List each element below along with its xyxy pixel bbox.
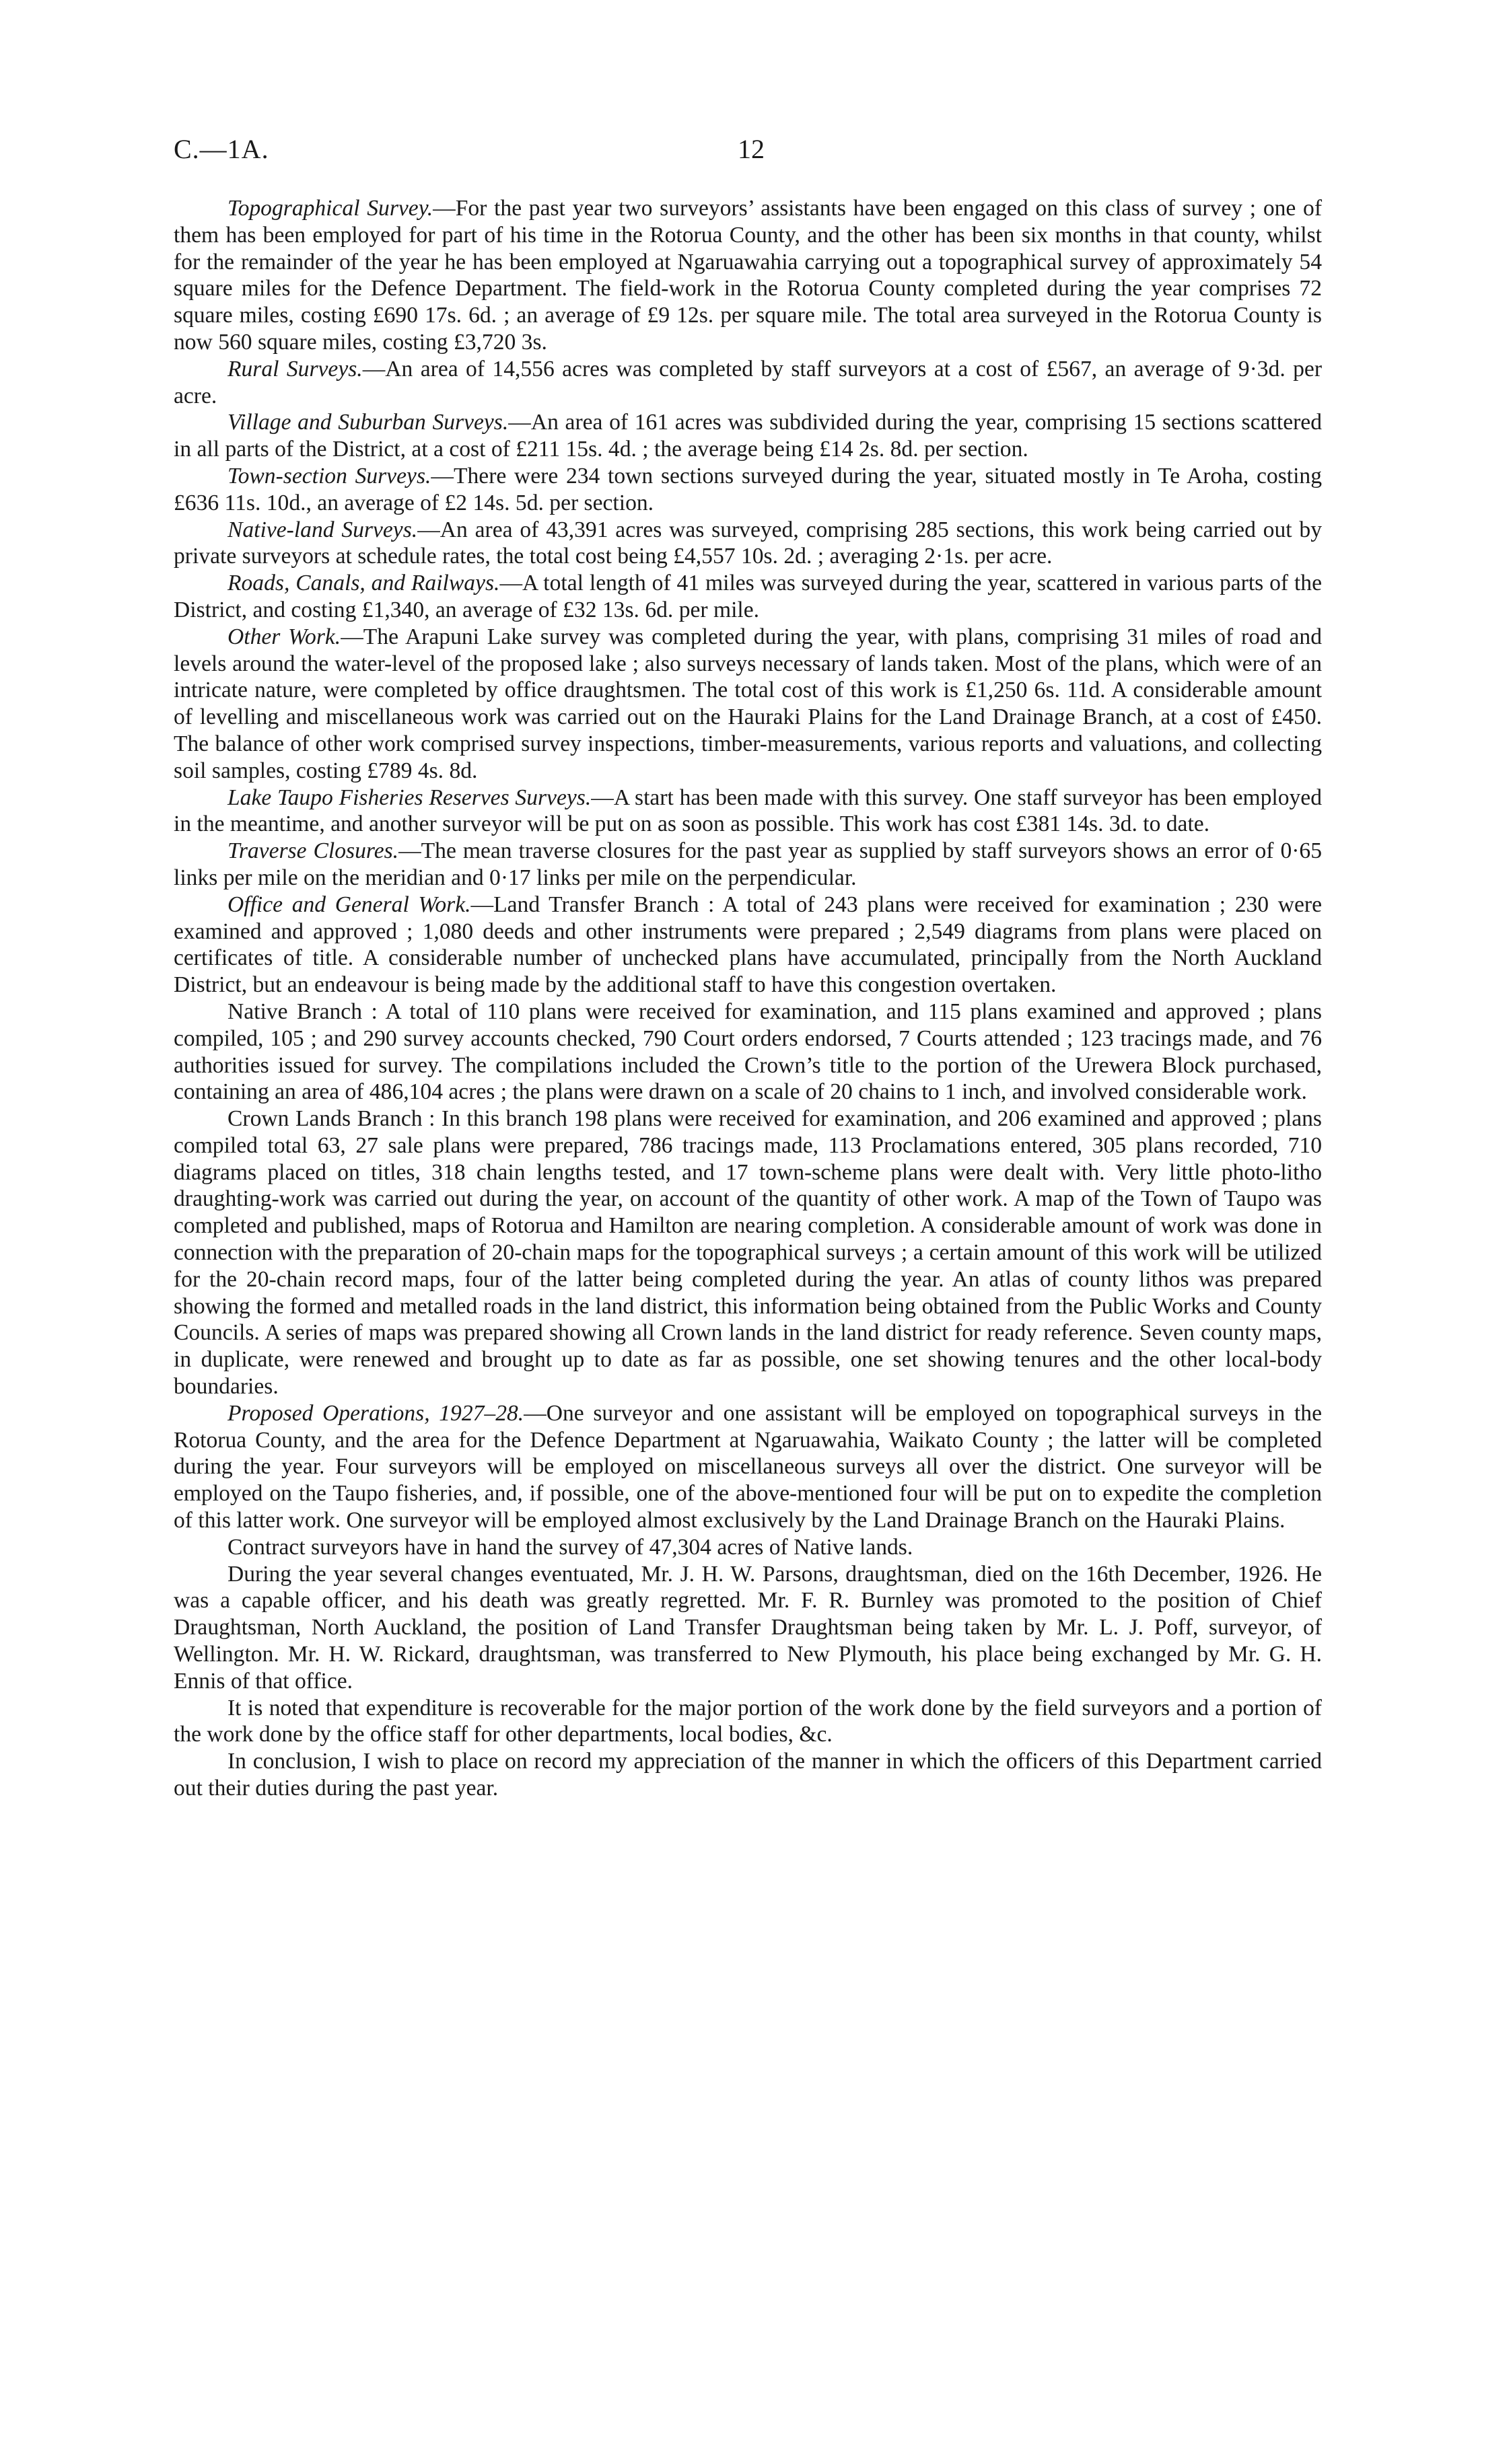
paragraph-text: —For the past year two surveyors’ assistants have been engaged on this class of survey ; one of them has been employed for part of his time in the Rotorua County, and the other has been six months in that county, whilst for the remainder of the year he has been employed at Ngaruawahia carrying out a topographical survey of approximately 54 square miles for the Defence Department. The field-work in the Rotorua County completed during the year comprises 72 square miles, costing £690 17s. 6d. ; an average of £9 12s. per square mile. The total area surveyed in the Rotorua County is now 560 square miles, costing £3,720 3s.: [174, 196, 1322, 355]
paragraph-native-branch: [174, 999, 1322, 1106]
paragraph-text: In conclusion, I wish to place on record my appreciation of the manner in which the officers of this Department carried out their duties during the past year.: [174, 1749, 1322, 1801]
paragraph-village-suburban-surveys: [174, 409, 1322, 463]
paragraph-heading: Native-land Surveys.: [227, 517, 418, 542]
paragraph-text: —An area of 14,556 acres was completed by staff surveyors at a cost of £567, an average of 9·3d. per acre.: [174, 356, 1322, 408]
paragraph-topographical-survey: [174, 195, 1322, 356]
paragraph-text: —A start has been made with this survey. One staff surveyor has been employed in the meantime, and another surveyor will be put on as soon as possible. This work has cost £381 14s. 3d. to date.: [174, 785, 1322, 837]
paragraph-town-section-surveys: [174, 463, 1322, 517]
paragraph-text: —There were 234 town sections surveyed during the year, situated mostly in Te Aroha, costing £636 11s. 10d., an average of £2 14s. 5d. per section.: [174, 463, 1322, 515]
paragraph-text: It is noted that expenditure is recoverable for the major portion of the work done by the field surveyors and a portion of the work done by the office staff for other departments, local bodies, &c.: [174, 1695, 1322, 1747]
paragraph-heading: Office and General Work.: [227, 892, 471, 917]
page-header: [174, 133, 1345, 167]
paragraph-roads-canals-railways: [174, 570, 1322, 624]
paragraph-native-land-surveys: [174, 517, 1322, 571]
paragraph-heading: Traverse Closures.: [227, 838, 399, 864]
paragraph-heading: Lake Taupo Fisheries Reserves Surveys.: [227, 785, 592, 810]
paragraph-text: Contract surveyors have in hand the survey of 47,304 acres of Native lands.: [227, 1534, 913, 1560]
paragraph-text: During the year several changes eventuated, Mr. J. H. W. Parsons, draughtsman, died on the 16th December, 1926. He was a capable officer, and his death was greatly regretted. Mr. F. R. Burnley was promoted to the position of Chief Draughtsman, North Auckland, the position of Land Transfer Draughtsman being taken by Mr. L. J. Poff, surveyor, of Wellington. Mr. H. W. Rickard, draughtsman, was transferred to New Plymouth, his place being exchanged by Mr. G. H. Ennis of that office.: [174, 1561, 1322, 1694]
paragraph-text: —The Arapuni Lake survey was completed during the year, with plans, comprising 31 miles of road and levels around the water-level of the proposed lake ; also surveys necessary of lands taken. Most of the plans, which were of an intricate nature, were completed by office draughtsmen. The total cost of this work is £1,250 6s. 11d. A considerable amount of levelling and miscellaneous work was carried out on the Hauraki Plains for the Land Drainage Branch, at a cost of £450. The balance of other work comprised survey inspections, timber-measurements, various reports and valuations, and collecting soil samples, costing £789 4s. 8d.: [174, 624, 1322, 783]
paragraph-heading: Village and Suburban Surveys.: [227, 410, 509, 435]
paragraph-conclusion: [174, 1748, 1322, 1802]
paragraph-heading: Town-section Surveys.: [227, 463, 431, 488]
paragraph-heading: Topographical Survey.: [227, 196, 433, 221]
paragraph-text: Crown Lands Branch : In this branch 198 plans were received for examination, and 206 examined and approved ; plans compiled total 63, 27 sale plans were prepared, 786 tracings made, 113 Proclamations entered, 305 plans recorded, 710 diagrams placed on titles, 318 chain lengths tested, and 17 town-scheme plans were dealt with. Very little photo-litho draughting-work was carried out during the year, on account of the quantity of other work. A map of the Town of Taupo was completed and published, maps of Rotorua and Hamilton are nearing completion. A considerable amount of work was done in connection with the preparation of 20-chain maps for the topographical surveys ; a certain amount of this work will be utilized for the 20-chain record maps, four of the latter being completed during the year. An atlas of county lithos was prepared showing the formed and metalled roads in the land district, this information being obtained from the Public Works and County Councils. A series of maps was prepared showing all Crown lands in the land district for ready reference. Seven county maps, in duplicate, were renewed and brought up to date as far as possible, one set showing tenures and the other local-body boundaries.: [174, 1106, 1322, 1400]
paragraph-crown-lands-branch: [174, 1106, 1322, 1400]
report-body: [174, 195, 1322, 1802]
paragraph-rural-surveys: [174, 356, 1322, 410]
page-number: 12: [738, 134, 765, 164]
paragraph-other-work: [174, 624, 1322, 785]
paragraph-text: —An area of 43,391 acres was surveyed, comprising 285 sections, this work being carried out by private surveyors at schedule rates, the total cost being £4,557 10s. 2d. ; averaging 2·1s. per acre.: [174, 517, 1322, 569]
paragraph-heading: Rural Surveys.: [227, 356, 363, 382]
paragraph-expenditure-recoverable: [174, 1695, 1322, 1749]
paragraph-text: —The mean traverse closures for the past year as supplied by staff surveyors shows an error of 0·65 links per mile on the meridian and 0·17 links per mile on the perpendicular.: [174, 838, 1322, 890]
paragraph-heading: Other Work.: [227, 624, 341, 649]
paragraph-text: —Land Transfer Branch : A total of 243 plans were received for examination ; 230 were examined and approved ; 1,080 deeds and other instruments were prepared ; 2,549 diagrams from plans were placed on certificates of title. A considerable number of unchecked plans have accumulated, principally from the North Auckland District, but an endeavour is being made by the additional staff to have this congestion overtaken.: [174, 892, 1322, 998]
document-reference: C.—1A.: [174, 134, 269, 164]
paragraph-contract-surveyors: [174, 1534, 1322, 1561]
paragraph-text: —A total length of 41 miles was surveyed during the year, scattered in various parts of the District, and costing £1,340, an average of £32 13s. 6d. per mile.: [174, 571, 1322, 622]
paragraph-lake-taupo-fisheries: [174, 785, 1322, 838]
paragraph-office-general-work: [174, 892, 1322, 999]
paragraph-heading: Proposed Operations, 1927–28.: [227, 1400, 524, 1426]
paragraph-proposed-operations: [174, 1400, 1322, 1534]
paragraph-traverse-closures: [174, 838, 1322, 892]
paragraph-heading: Roads, Canals, and Railways.: [227, 571, 500, 596]
paragraph-text: —One surveyor and one assistant will be employed on topographical surveys in the Rotorua County, and the area for the Defence Department at Ngaruawahia, Waikato County ; the latter will be completed during the year. Four surveyors will be employed on miscellaneous surveys all over the district. One surveyor will be employed on the Taupo fisheries, and, if possible, one of the above-mentioned four will be put on to expedite the completion of this latter work. One surveyor will be employed almost exclusively by the Land Drainage Branch on the Hauraki Plains.: [174, 1400, 1322, 1533]
paragraph-text: Native Branch : A total of 110 plans were received for examination, and 115 plans examined and approved ; plans compiled, 105 ; and 290 survey accounts checked, 790 Court orders endorsed, 7 Courts attended ; 123 tracings made, and 76 authorities issued for survey. The compilations included the Crown’s title to the portion of the Urewera Block purchased, containing an area of 486,104 acres ; the plans were drawn on a scale of 20 chains to 1 inch, and involved considerable work.: [174, 999, 1322, 1105]
paragraph-staff-changes: [174, 1561, 1322, 1695]
paragraph-text: —An area of 161 acres was subdivided during the year, comprising 15 sections scattered in all parts of the District, at a cost of £211 15s. 4d. ; the average being £14 2s. 8d. per section.: [174, 410, 1322, 462]
